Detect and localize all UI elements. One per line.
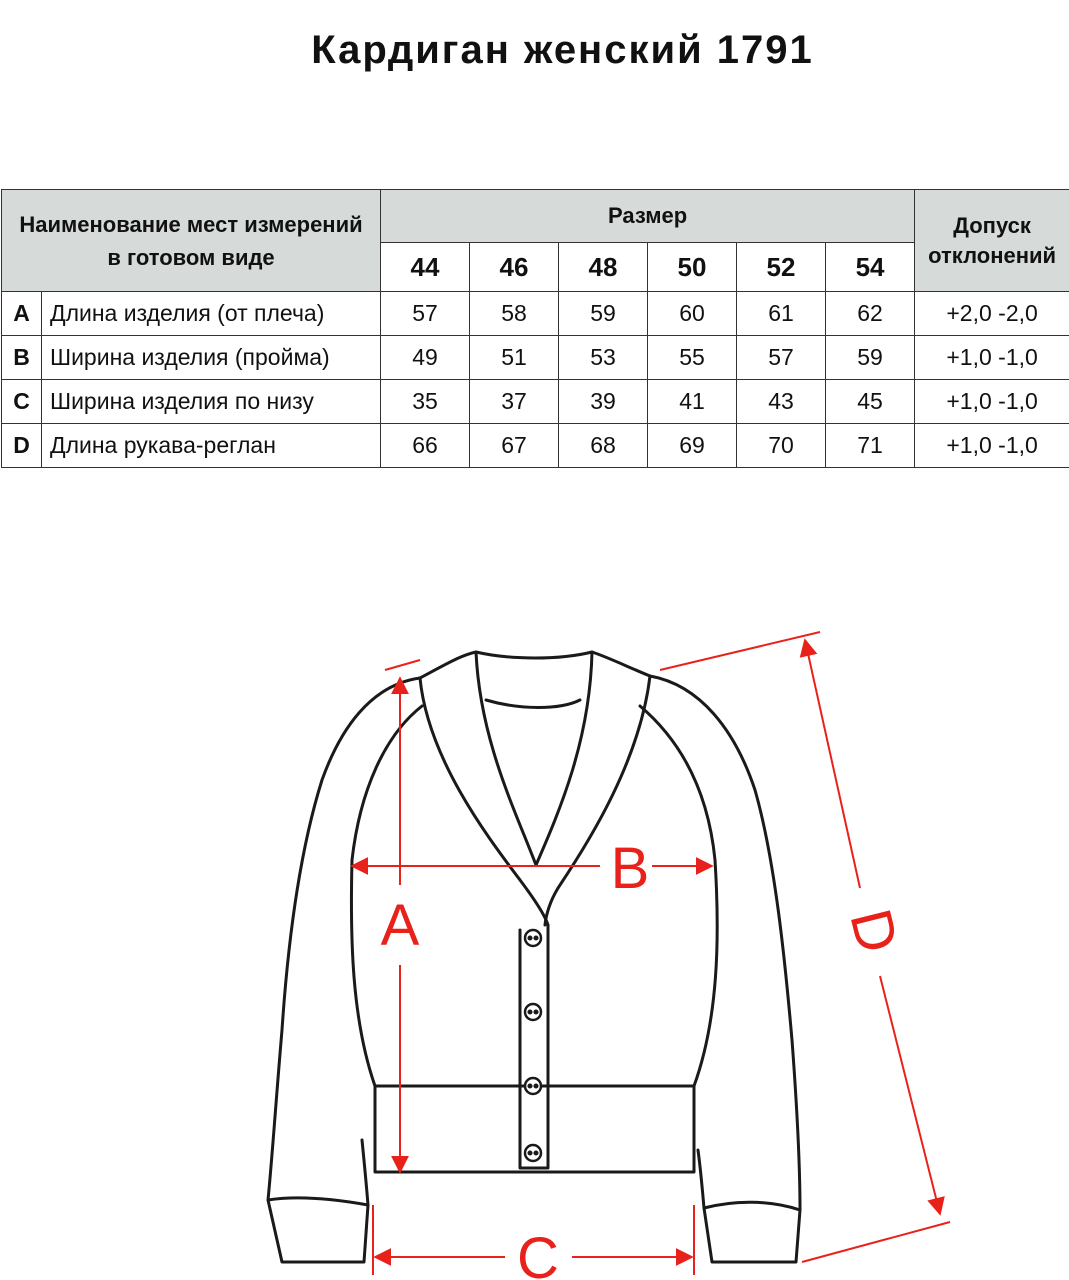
row-tolerance: +2,0 -2,0	[915, 292, 1069, 336]
row-value: 53	[559, 336, 648, 380]
tolerance-header-line2: отклонений	[928, 242, 1057, 268]
row-value: 59	[559, 292, 648, 336]
button-placket	[520, 925, 548, 1168]
row-value: 37	[470, 380, 559, 424]
row-value: 66	[381, 424, 470, 468]
button-icon	[525, 1004, 541, 1020]
back-neckline	[420, 652, 650, 678]
measure-d-line-bottom	[880, 976, 940, 1214]
table-row	[2, 292, 1069, 336]
measure-a-extension	[385, 660, 420, 670]
size-46: 46	[470, 243, 559, 292]
page-title: Кардиган женский 1791	[311, 28, 814, 72]
measurement-name-header	[2, 190, 381, 292]
row-code: B	[2, 336, 42, 380]
row-value: 55	[648, 336, 737, 380]
cardigan-diagram	[0, 600, 1069, 1280]
row-code: A	[2, 292, 42, 336]
row-value: 70	[737, 424, 826, 468]
right-cuff-line	[704, 1202, 800, 1210]
measure-d-extension-top	[660, 632, 820, 670]
row-code: C	[2, 380, 42, 424]
left-sleeve-outline	[268, 678, 420, 1262]
table-row	[2, 336, 1069, 380]
cardigan-outline	[268, 652, 800, 1262]
row-value: 57	[737, 336, 826, 380]
row-tolerance: +1,0 -1,0	[915, 424, 1069, 468]
measurement-name-header-line1: Наименование мест измерений	[19, 211, 363, 237]
row-label: Ширина изделия (пройма)	[42, 336, 381, 380]
row-value: 61	[737, 292, 826, 336]
button-icon	[525, 1078, 541, 1094]
table-row	[2, 380, 1069, 424]
row-value: 71	[826, 424, 915, 468]
right-sleeve-outline	[650, 676, 800, 1262]
size-48: 48	[559, 243, 648, 292]
measure-a-label: A	[380, 893, 420, 958]
row-value: 59	[826, 336, 915, 380]
row-value: 69	[648, 424, 737, 468]
measure-d-line-top	[805, 640, 860, 888]
measure-d-extension-bottom	[802, 1222, 950, 1262]
tolerance-header-line1: Допуск	[953, 212, 1031, 238]
back-neck-inner	[486, 700, 580, 708]
right-raglan-seam	[640, 706, 717, 1086]
size-54: 54	[826, 243, 915, 292]
row-value: 68	[559, 424, 648, 468]
row-value: 57	[381, 292, 470, 336]
row-value: 49	[381, 336, 470, 380]
left-cuff-line	[268, 1198, 368, 1205]
row-value: 41	[648, 380, 737, 424]
button-icon	[525, 930, 541, 946]
row-value: 58	[470, 292, 559, 336]
row-value: 67	[470, 424, 559, 468]
buttons	[525, 930, 541, 1161]
table-row	[2, 424, 1069, 468]
tolerance-header	[915, 190, 1069, 292]
button-icon	[525, 1145, 541, 1161]
size-50: 50	[648, 243, 737, 292]
row-value: 62	[826, 292, 915, 336]
row-value: 39	[559, 380, 648, 424]
size-52: 52	[737, 243, 826, 292]
size-44: 44	[381, 243, 470, 292]
row-value: 35	[381, 380, 470, 424]
row-label: Длина рукава-реглан	[42, 424, 381, 468]
measure-c-label: C	[517, 1226, 559, 1280]
right-collar-inner	[536, 652, 592, 865]
row-tolerance: +1,0 -1,0	[915, 336, 1069, 380]
row-value: 43	[737, 380, 826, 424]
row-tolerance: +1,0 -1,0	[915, 380, 1069, 424]
size-chart-table	[1, 189, 1069, 468]
row-label: Ширина изделия по низу	[42, 380, 381, 424]
size-header: Размер	[381, 190, 915, 243]
row-value: 45	[826, 380, 915, 424]
row-value: 51	[470, 336, 559, 380]
measure-b-label: B	[610, 836, 650, 901]
row-value: 60	[648, 292, 737, 336]
measure-d-label: D	[837, 902, 911, 960]
row-label: Длина изделия (от плеча)	[42, 292, 381, 336]
row-code: D	[2, 424, 42, 468]
measurement-name-header-line2: в готовом виде	[107, 244, 275, 270]
